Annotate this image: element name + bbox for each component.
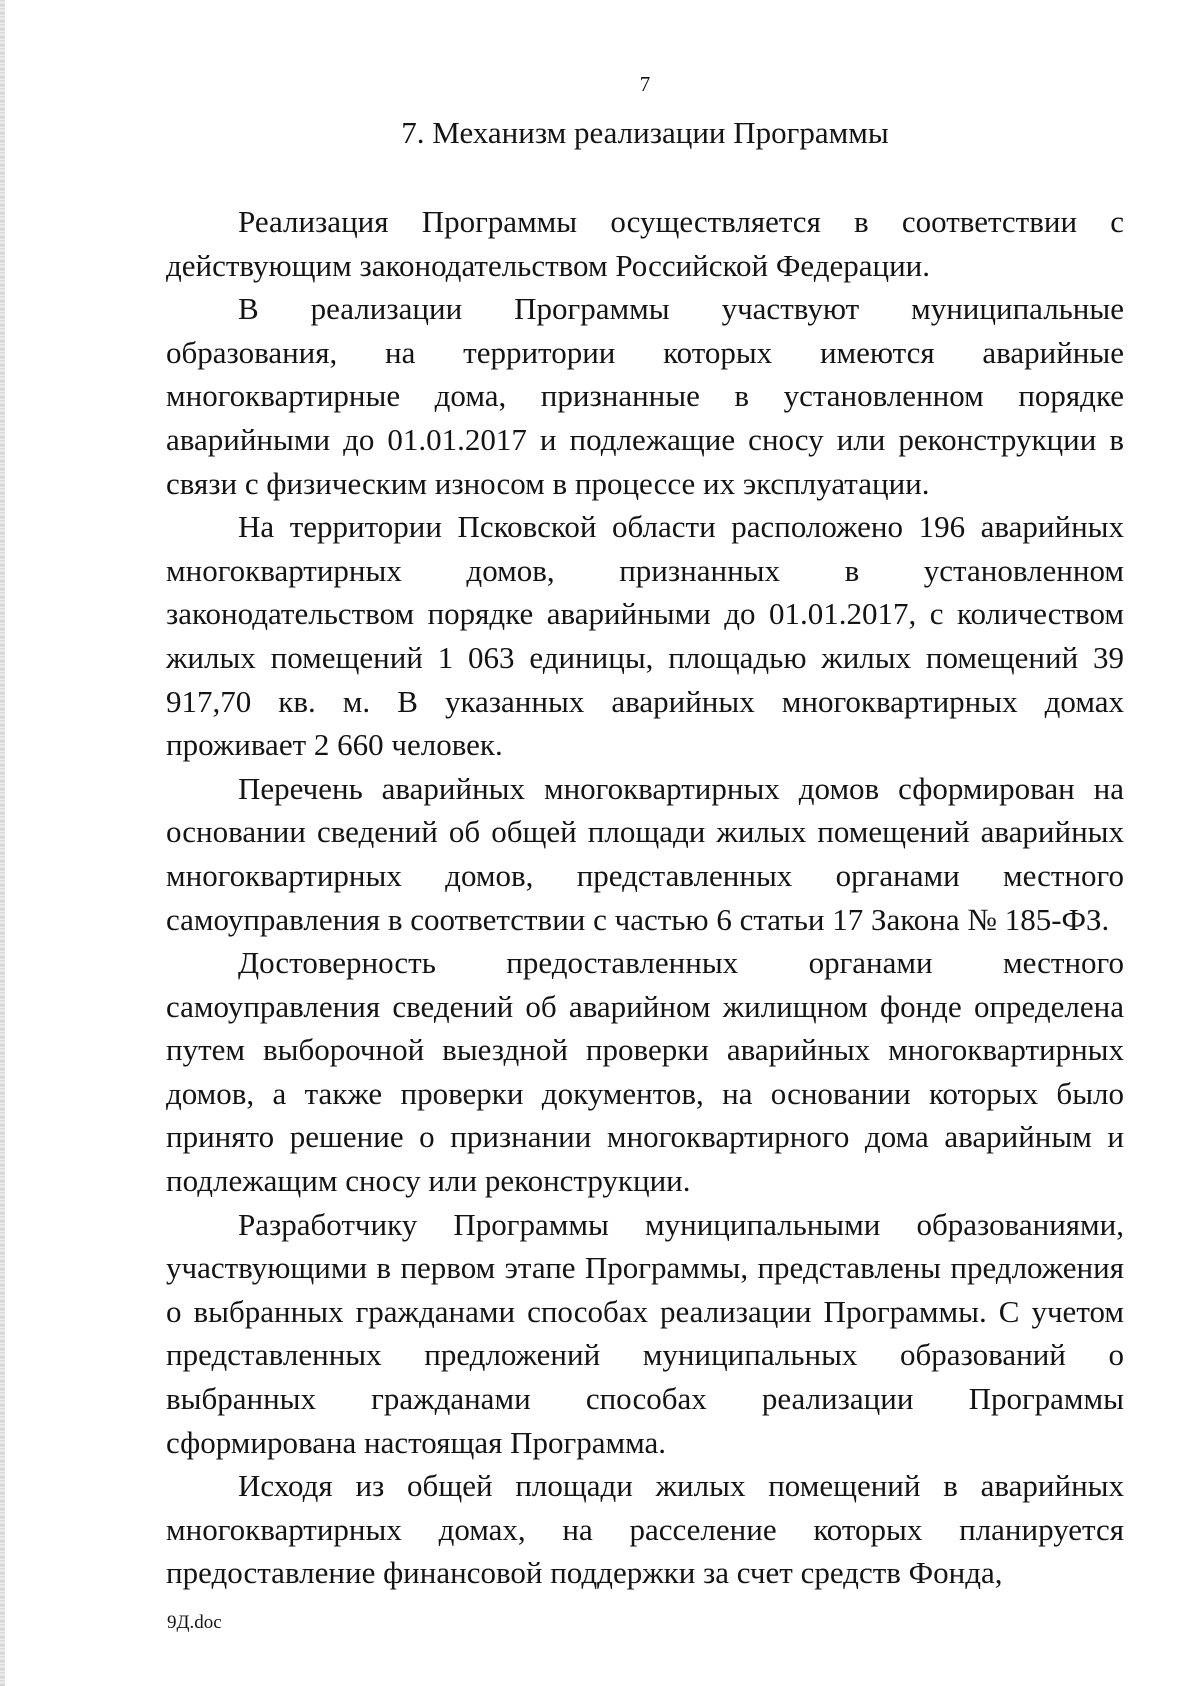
paragraph: Перечень аварийных многоквартирных домов сформирован на основании сведений об общей площади жилых помещений аварийных многоквартирных домов, представленных органами местного самоуправления в соответствии с частью 6 статьи 17 Закона № 185-ФЗ. bbox=[166, 770, 1124, 937]
paragraph: Реализация Программы осуществляется в соответствии с действующим законодательством Российской Федерации. bbox=[166, 204, 1124, 283]
paragraph: Достоверность предоставленных органами местного самоуправления сведений об аварийном жилищном фонде определена путем выборочной выездной проверки аварийных многоквартирных домов, а также проверки документов, на основании которых было принято решение о признании многоквартирного дома аварийным и подлежащим сносу или реконструкции. bbox=[166, 945, 1124, 1199]
body-text bbox=[166, 200, 1124, 1595]
paragraph: В реализации Программы участвуют муниципальные образования, на территории которых имеются аварийные многоквартирные дома, признанные в установленном порядке аварийными до 01.01.2017 и подлежащие сносу или реконструкции в связи с физическим износом в процессе их эксплуатации. bbox=[166, 291, 1124, 501]
paragraph: На территории Псковской области расположено 196 аварийных многоквартирных домов, признанных в установленном законодательством порядке аварийными до 01.01.2017, с количеством жилых помещений 1 063 единицы, площадью жилых помещений 39 917,70 кв. м. В указанных аварийных многоквартирных домах проживает 2 660 человек. bbox=[166, 509, 1124, 763]
paragraph: Исходя из общей площади жилых помещений в аварийных многоквартирных домах, на расселение которых планируется предоставление финансовой поддержки за счет средств Фонда, bbox=[166, 1468, 1124, 1591]
page-number: 7 bbox=[639, 72, 651, 96]
footer-filename: 9Д.doc bbox=[167, 1612, 222, 1633]
section-title: 7. Механизм реализации Программы bbox=[401, 115, 889, 150]
scan-edge bbox=[0, 0, 5, 1686]
paragraph: Разработчику Программы муниципальными образованиями, участвующими в первом этапе Программы, представлены предложения о выбранных гражданами способах реализации Программы. С учетом представленных предложений муниципальных образований о выбранных гражданами способах реализации Программы сформирована настоящая Программа. bbox=[166, 1206, 1124, 1460]
